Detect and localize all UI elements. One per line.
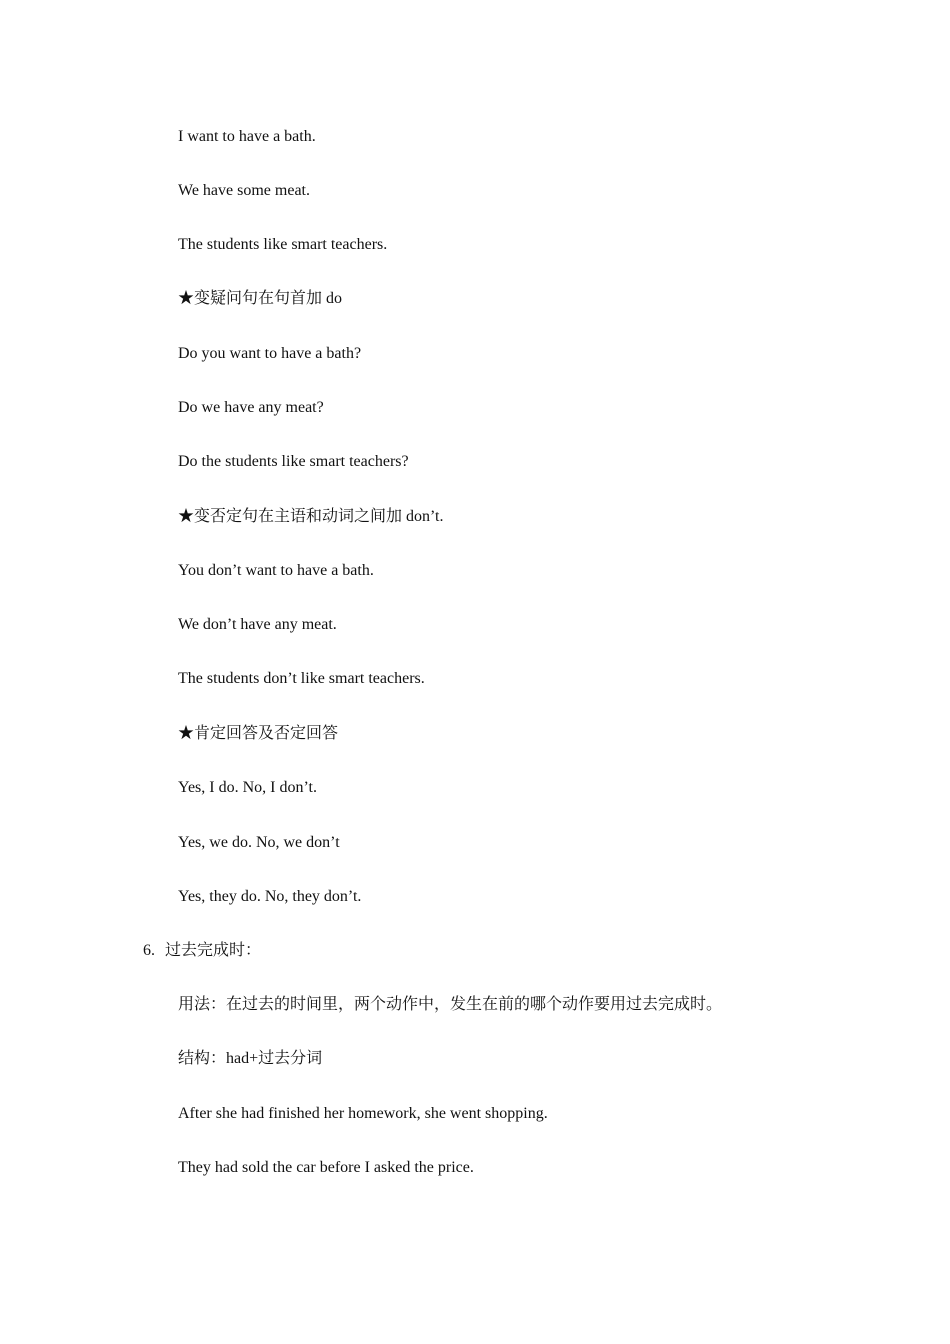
section-title: 过去完成时： xyxy=(165,942,262,959)
text-line: After she had finished her homework, she went shopping. xyxy=(178,1105,548,1122)
text-line: The students like smart teachers. xyxy=(178,236,388,253)
section-heading xyxy=(143,941,261,961)
text-line: Yes, they do. No, they don’t. xyxy=(178,888,362,905)
text-line: Yes, I do. No, I don’t. xyxy=(178,779,317,796)
rule-note: ★变否定句在主语和动词之间加 don’t. xyxy=(178,508,444,525)
text-line: 用法：在过去的时间里，两个动作中，发生在前的哪个动作要用过去完成时。 xyxy=(178,996,723,1013)
text-line: Do the students like smart teachers? xyxy=(178,453,409,470)
text-line: The students don’t like smart teachers. xyxy=(178,670,425,687)
rule-note: ★变疑问句在句首加 do xyxy=(178,290,343,307)
text-line: Do we have any meat? xyxy=(178,399,324,416)
text-line: They had sold the car before I asked the price. xyxy=(178,1159,474,1176)
text-line: I want to have a bath. xyxy=(178,128,316,145)
text-line: You don’t want to have a bath. xyxy=(178,562,374,579)
text-line: We don’t have any meat. xyxy=(178,616,337,633)
section-number: 6. xyxy=(143,942,155,959)
text-line: Yes, we do. No, we don’t xyxy=(178,834,340,851)
text-line: We have some meat. xyxy=(178,182,310,199)
text-line: Do you want to have a bath? xyxy=(178,345,362,362)
rule-note: ★肯定回答及否定回答 xyxy=(178,725,339,742)
text-line: 结构：had+过去分词 xyxy=(178,1050,323,1067)
